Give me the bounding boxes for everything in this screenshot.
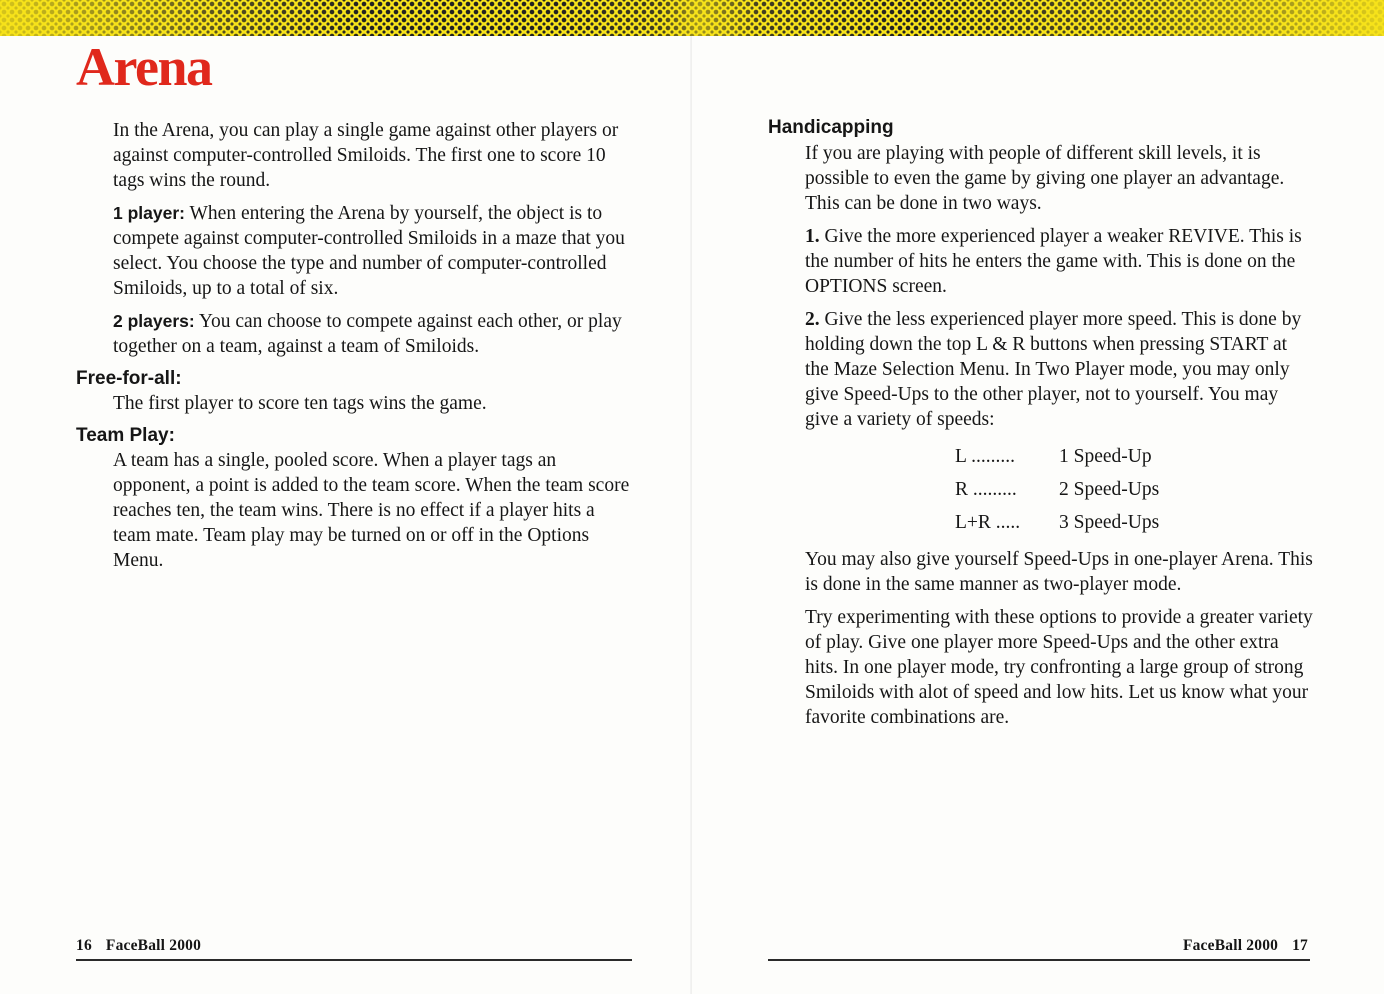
two-players-paragraph bbox=[113, 309, 633, 359]
team-play-heading: Team Play: bbox=[76, 425, 175, 446]
page-number: 16 bbox=[76, 937, 92, 954]
right-footer bbox=[1183, 937, 1308, 955]
two-players-label: 2 players: bbox=[113, 311, 195, 331]
speed-key: L ......... bbox=[955, 446, 1015, 467]
speed-row bbox=[955, 506, 1159, 539]
handicap-item-2 bbox=[805, 307, 1315, 432]
experiment-paragraph: Try experimenting with these options to provide a greater variety of play. Give one player more Speed-Ups and the other extra hits. In one player mode, try confronting a large group of strong Smiloids with alot of speed and low hits. Let us know what your favorite combinations are. bbox=[805, 607, 1313, 728]
page-number: 17 bbox=[1292, 937, 1308, 954]
item-1-text: Give the more experienced player a weaker REVIVE. This is the number of hits he enters the game with. This is done on the OPTIONS screen. bbox=[805, 226, 1302, 297]
handicapping-intro: If you are playing with people of different skill levels, it is possible to even the game by giving one player an advantage. This can be done in two ways. bbox=[805, 143, 1285, 214]
page-title: Arena bbox=[76, 37, 212, 97]
self-speed-paragraph: You may also give yourself Speed-Ups in one-player Arena. This is done in the same manner as two-player mode. bbox=[805, 549, 1313, 595]
right-column bbox=[805, 141, 1315, 738]
item-2-number: 2. bbox=[805, 309, 820, 330]
speed-table bbox=[955, 440, 1159, 539]
left-footer-rule bbox=[76, 959, 632, 961]
team-play-text: A team has a single, pooled score. When a player tags an opponent, a point is added to the team score. When the team score reaches ten, the team wins. There is no effect if a player hits a team mate. Team play may be turned on or off in the Options Menu. bbox=[113, 450, 630, 571]
speed-key: L+R ..... bbox=[955, 512, 1021, 533]
right-page bbox=[692, 0, 1384, 994]
footer-game-title: FaceBall 2000 bbox=[1182, 937, 1279, 954]
footer-game-title: FaceBall 2000 bbox=[105, 937, 202, 954]
item-1-number: 1. bbox=[805, 226, 820, 247]
left-footer bbox=[76, 937, 201, 955]
speed-key: R ......... bbox=[955, 479, 1017, 500]
one-player-paragraph bbox=[113, 201, 633, 301]
right-footer-rule bbox=[768, 959, 1310, 961]
speed-value: 2 Speed-Ups bbox=[1059, 479, 1160, 500]
arena-intro: In the Arena, you can play a single game against other players or against computer-controlled Smiloids. The first one to score 10 tags wins the round. bbox=[113, 120, 619, 191]
one-player-label: 1 player: bbox=[113, 203, 185, 223]
speed-value: 1 Speed-Up bbox=[1059, 446, 1152, 467]
handicapping-heading: Handicapping bbox=[768, 117, 894, 138]
free-for-all-heading: Free-for-all: bbox=[76, 368, 182, 389]
two-players-text: You can choose to compete against each other, or play together on a team, against a team of Smiloids. bbox=[113, 311, 622, 357]
item-2-text: Give the less experienced player more speed. This is done by holding down the top L & R buttons when pressing START at the Maze Selection Menu. In Two Player mode, you may only give Speed-Ups to the other player, not to yourself. You may give a variety of speeds: bbox=[805, 309, 1302, 430]
handicap-item-1 bbox=[805, 224, 1315, 299]
left-column bbox=[76, 118, 633, 581]
left-page bbox=[0, 0, 690, 994]
free-for-all-text: The first player to score ten tags wins the game. bbox=[113, 393, 487, 414]
speed-row bbox=[955, 473, 1159, 506]
speed-row bbox=[955, 440, 1159, 473]
one-player-text: When entering the Arena by yourself, the object is to compete against computer-controlled Smiloids in a maze that you select. You choose the type and number of computer-controlled Smiloids, up to a total of six. bbox=[113, 203, 625, 299]
speed-value: 3 Speed-Ups bbox=[1059, 512, 1160, 533]
